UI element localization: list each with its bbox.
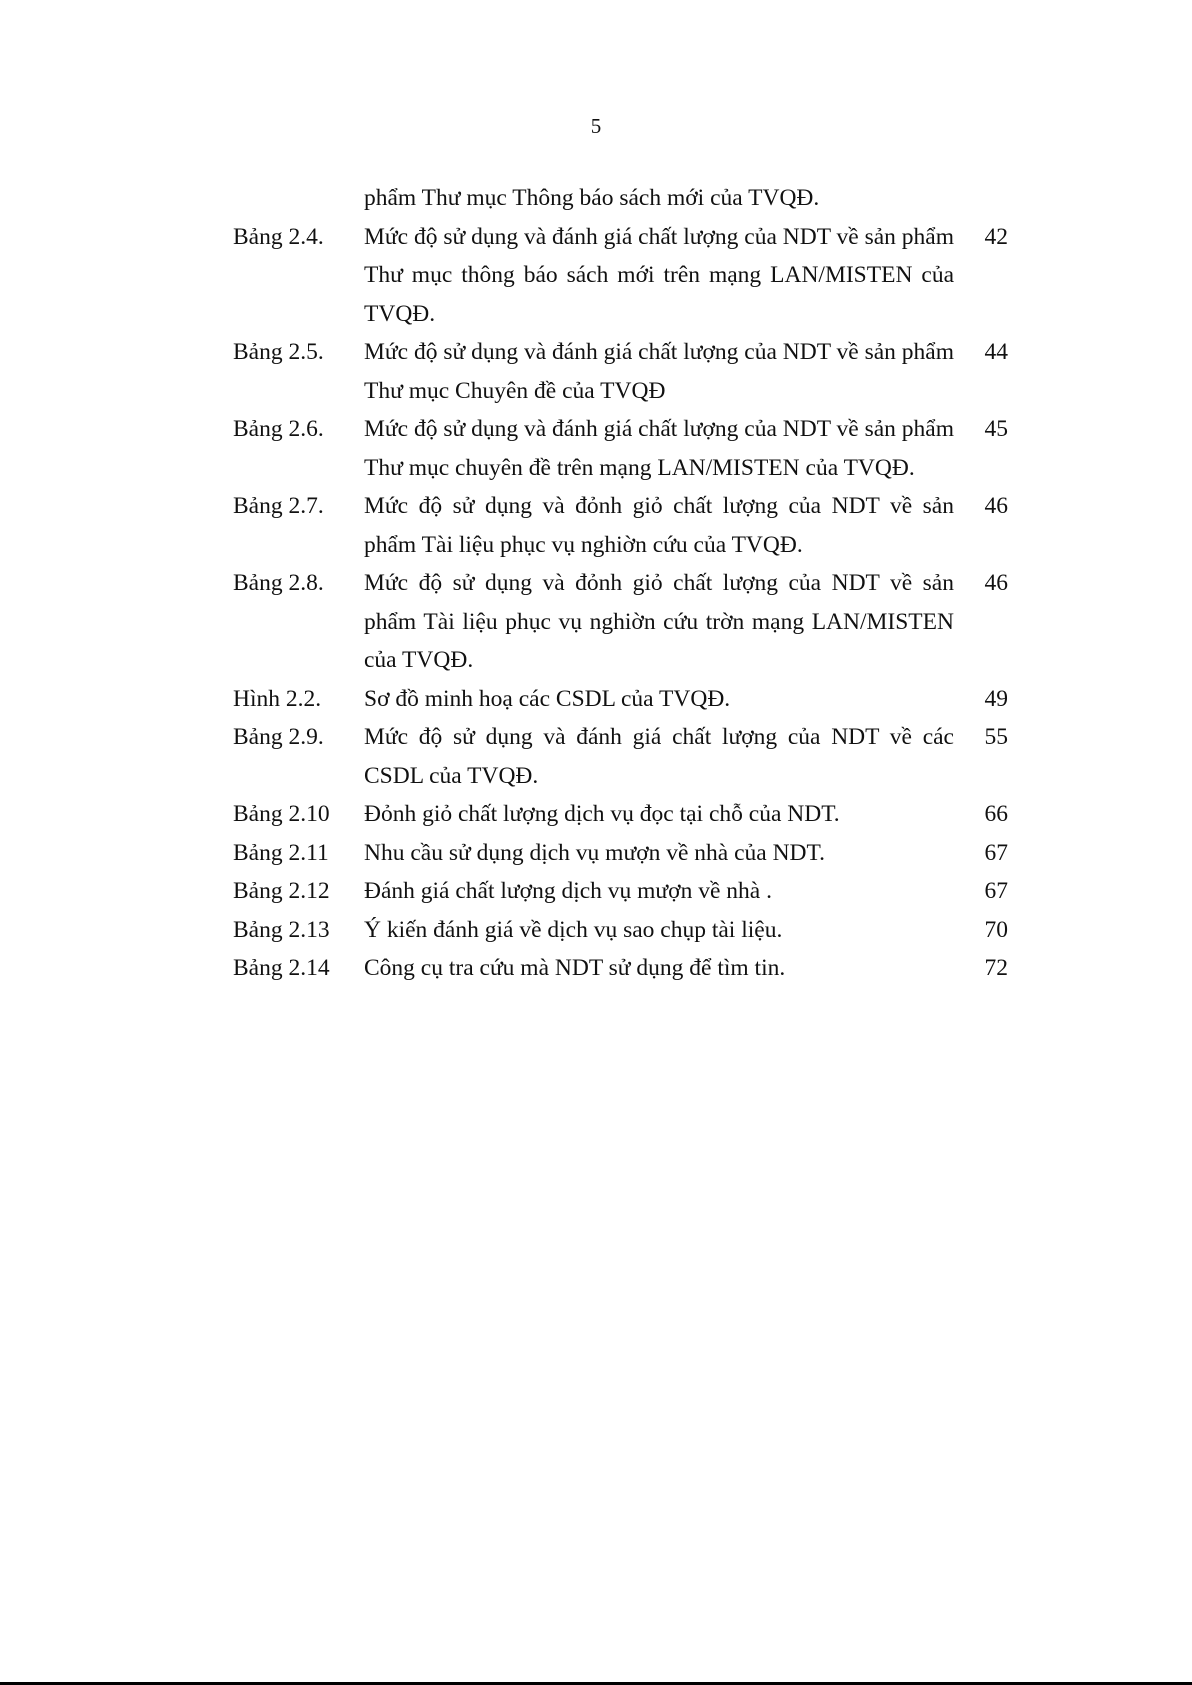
entry-page: 42 [984, 223, 1008, 250]
toc-entry [233, 333, 1008, 410]
entry-title: Nhu cầu sử dụng dịch vụ mượn về nhà của NDT. [364, 839, 826, 866]
page-number: 5 [590, 114, 602, 138]
entry-page: 46 [984, 493, 1008, 519]
entry-page: 70 [984, 916, 1008, 943]
entry-title: phẩm Thư mục Thông báo sách mới của TVQĐ. [364, 185, 820, 211]
entry-page: 49 [984, 685, 1008, 712]
entry-title: Công cụ tra cứu mà NDT sử dụng để tìm tin. [364, 955, 786, 981]
entry-title: Đánh giá chất lượng dịch vụ mượn về nhà . [364, 878, 772, 904]
entry-label: Bảng 2.10 [233, 801, 330, 827]
toc-entry [233, 834, 1008, 873]
entry-title: Ý kiến đánh giá về dịch vụ sao chụp tài liệu. [364, 916, 783, 943]
entry-page: 44 [984, 339, 1008, 365]
entry-label: Bảng 2.12 [233, 878, 330, 904]
toc-entry [233, 911, 1008, 950]
entry-label: Bảng 2.8. [233, 570, 324, 596]
entry-label: Bảng 2.11 [233, 839, 329, 866]
entry-title: Mức độ sử dụng và đánh giá chất lượng của NDT về sản phẩm Thư mục Chuyên đề của TVQĐ [364, 339, 954, 404]
toc-entry-continuation [233, 179, 1008, 218]
entry-page: 67 [984, 878, 1008, 904]
entry-title: Mức độ sử dụng và đỏnh giỏ chất lượng của NDT về sản phẩm Tài liệu phục vụ nghiờn cứu trờn mạng LAN/MISTEN của TVQĐ. [364, 570, 954, 673]
toc-entry [233, 949, 1008, 988]
entry-page: 46 [984, 570, 1008, 596]
entry-label: Bảng 2.5. [233, 339, 324, 365]
entry-label: Bảng 2.9. [233, 724, 324, 750]
toc-entry [233, 410, 1008, 487]
entry-label: Bảng 2.6. [233, 416, 324, 442]
toc-entry [233, 795, 1008, 834]
table-of-figures [233, 179, 1008, 988]
entry-page: 55 [984, 724, 1008, 750]
toc-entry [233, 680, 1008, 719]
toc-entry [233, 487, 1008, 564]
entry-label: Hình 2.2. [233, 685, 322, 712]
entry-label: Bảng 2.7. [233, 493, 324, 519]
toc-entry [233, 718, 1008, 795]
entry-label: Bảng 2.13 [233, 916, 330, 943]
entry-title: Mức độ sử dụng và đánh giá chất lượng của NDT về các CSDL của TVQĐ. [364, 724, 954, 789]
entry-title: Mức độ sử dụng và đánh giá chất lượng của NDT về sản phẩm Thư mục chuyên đề trên mạng LAN/MISTEN của TVQĐ. [364, 416, 954, 481]
entry-label: Bảng 2.14 [233, 955, 330, 981]
entry-page: 66 [984, 801, 1008, 827]
entry-page: 72 [984, 955, 1008, 981]
entry-title: Đỏnh giỏ chất lượng dịch vụ đọc tại chỗ của NDT. [364, 801, 840, 827]
entry-title: Sơ đồ minh hoạ các CSDL của TVQĐ. [364, 685, 731, 712]
entry-title: Mức độ sử dụng và đỏnh giỏ chất lượng của NDT về sản phẩm Tài liệu phục vụ nghiờn cứu của TVQĐ. [364, 493, 954, 558]
entry-page: 67 [984, 839, 1008, 866]
toc-entry [233, 872, 1008, 911]
toc-entry [233, 564, 1008, 680]
entry-label: Bảng 2.4. [233, 223, 324, 250]
entry-page: 45 [984, 416, 1008, 442]
entry-title: Mức độ sử dụng và đánh giá chất lượng của NDT về sản phẩm Thư mục thông báo sách mới trên mạng LAN/MISTEN của TVQĐ. [364, 223, 954, 327]
toc-entry [233, 218, 1008, 334]
